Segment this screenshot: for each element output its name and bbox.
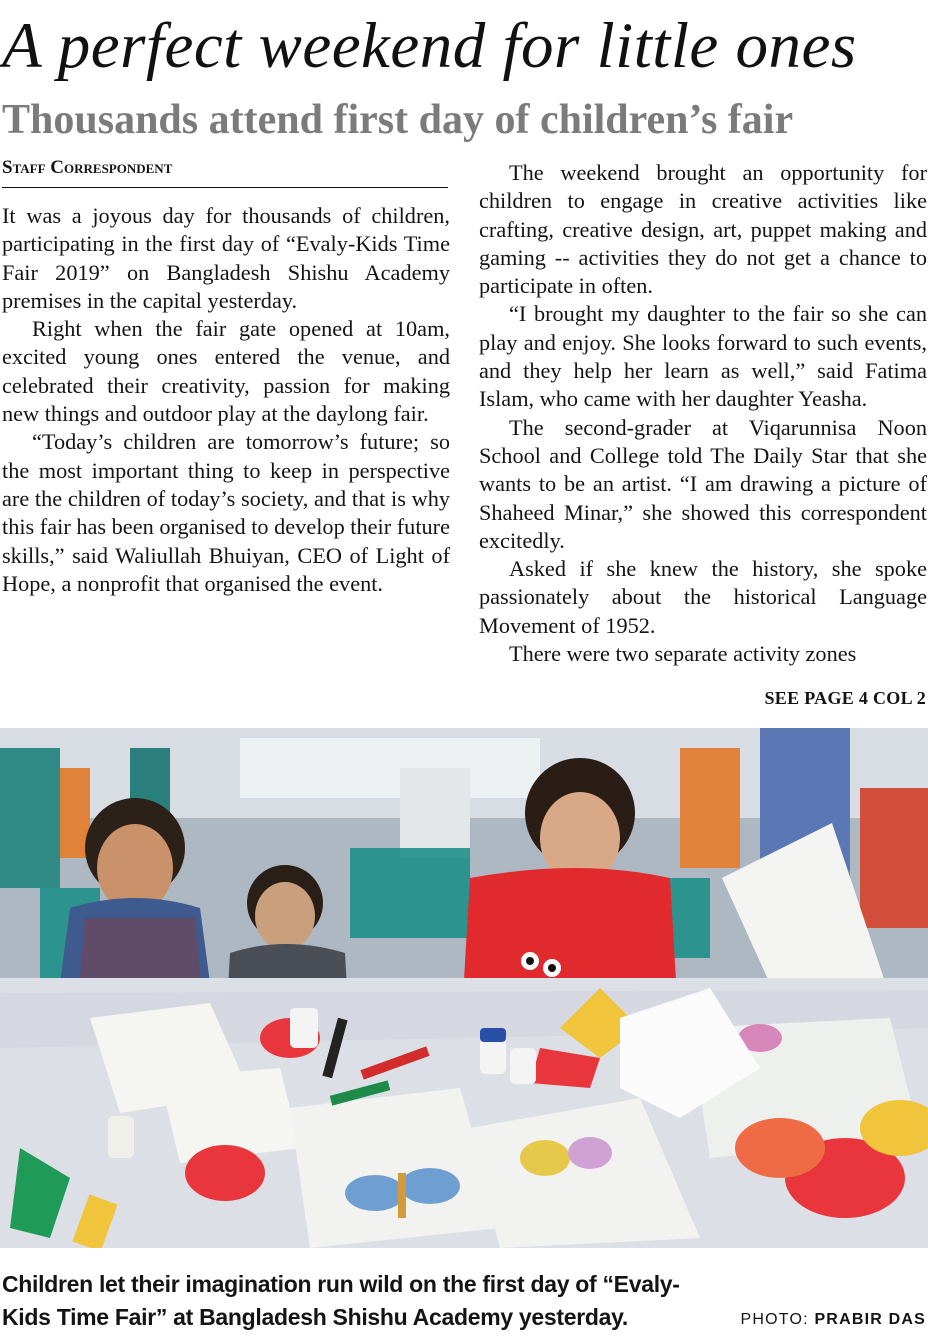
- byline: Staff Correspondent: [2, 156, 448, 188]
- photo-caption: Children let their imagination run wild on the first day of “Evaly-Kids Time Fair” at Bangladesh Shishu Academy yesterday.: [2, 1271, 680, 1330]
- news-photo: [0, 728, 928, 1248]
- paragraph: “Today’s children are tomorrow’s future; so the most important thing to keep in perspective are the children of today’s society, and that is why this fair has been organised to develop their future skills,” said Waliullah Bhuiyan, CEO of Light of Hope, a nonprofit that organised the event.: [2, 429, 450, 596]
- photographer-name: PRABIR DAS: [814, 1311, 926, 1328]
- article-column-right: [479, 159, 927, 668]
- paragraph: The second-grader at Viqarunnisa Noon School and College told The Daily Star that she wants to be an artist. “I am drawing a picture of Shaheed Minar,” she showed this correspondent excitedly.: [479, 414, 927, 553]
- headline: A perfect weekend for little ones: [2, 10, 857, 82]
- paragraph: It was a joyous day for thousands of children, participating in the first day of “Evaly-Kids Time Fair 2019” on Bangladesh Shishu Academy premises in the capital yesterday.: [2, 203, 450, 313]
- subheadline: Thousands attend first day of children’s fair: [2, 97, 794, 143]
- photo-illustration: [0, 728, 928, 1248]
- paragraph: There were two separate activity zones: [509, 641, 857, 667]
- photo-credit-prefix: PHOTO:: [740, 1311, 809, 1328]
- paragraph: The weekend brought an opportunity for children to engage in creative activities like crafting, creative design, art, puppet making and gaming -- activities they do not get a chance to participate in often.: [479, 160, 927, 299]
- article-column-left: [2, 202, 450, 598]
- paragraph: Right when the fair gate opened at 10am, excited young ones entered the venue, and celebrated their creativity, passion for making new things and outdoor play at the daylong fair.: [2, 316, 450, 427]
- paragraph: “I brought my daughter to the fair so she can play and enjoy. She looks forward to such events, and they help her learn as well,” said Fatima Islam, who came with her daughter Yeasha.: [479, 301, 927, 412]
- photo-credit: [741, 1308, 926, 1332]
- paragraph: Asked if she knew the history, she spoke passionately about the historical Language Movement of 1952.: [479, 556, 927, 638]
- jump-line: SEE PAGE 4 COL 2: [764, 688, 926, 708]
